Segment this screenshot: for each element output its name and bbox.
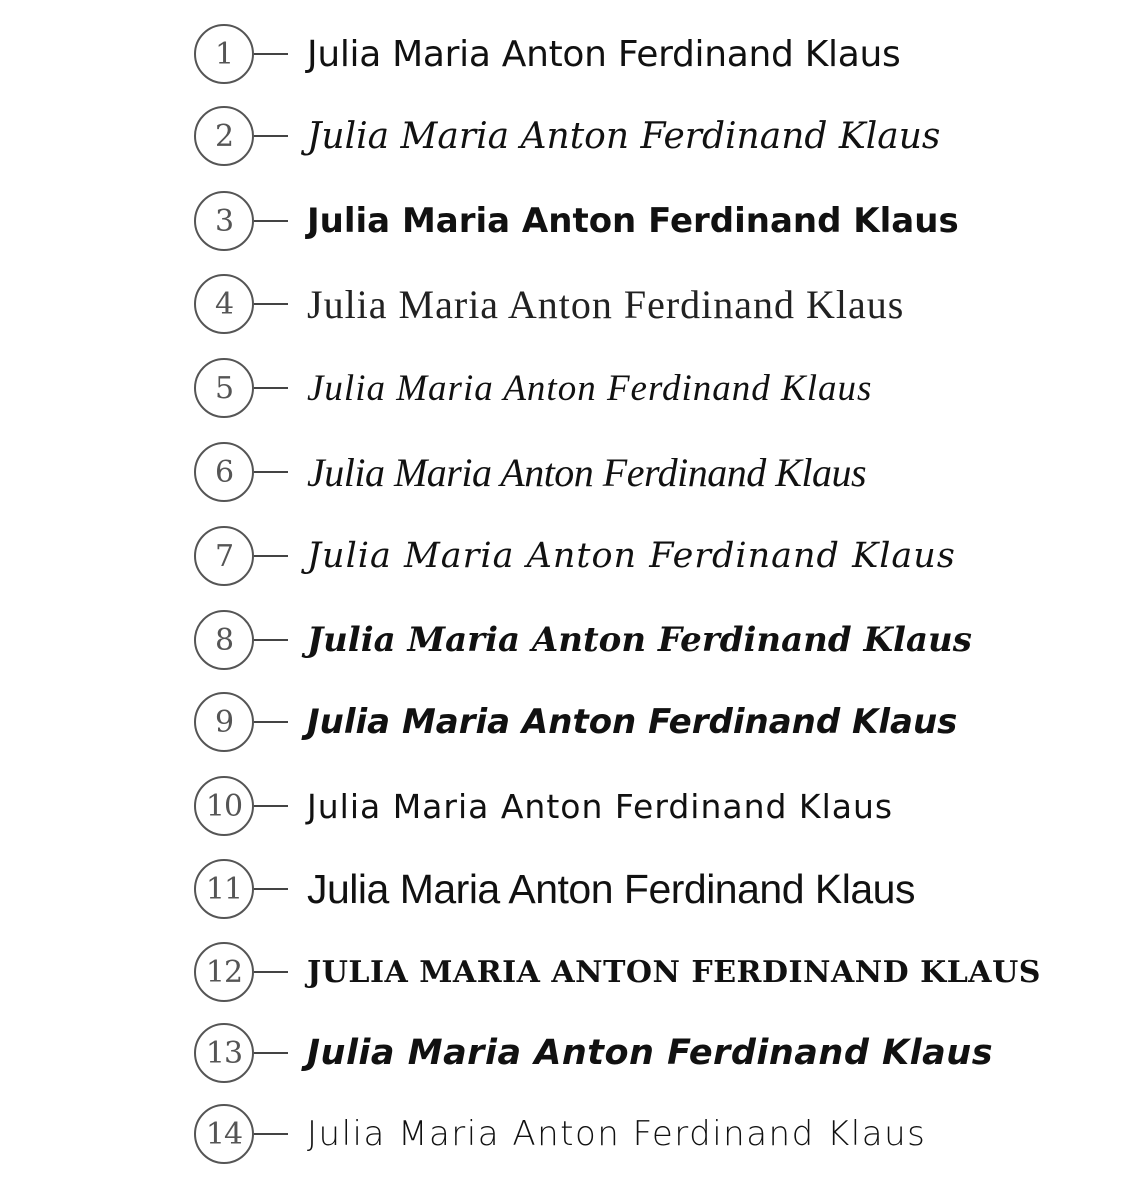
font-sample-row <box>190 774 960 844</box>
connector-line <box>254 53 288 55</box>
connector-line <box>254 1133 288 1135</box>
sample-number-badge: 2 <box>194 106 254 166</box>
sample-text: Julia Maria Anton Ferdinand Klaus <box>307 536 956 576</box>
font-sample-row <box>190 1102 960 1172</box>
connector-line <box>254 555 288 557</box>
font-sample-row <box>190 104 960 174</box>
font-sample-row <box>190 690 960 760</box>
sample-text: Julia Maria Anton Ferdinand Klaus <box>307 786 894 826</box>
sample-text: Julia Maria Anton Ferdinand Klaus <box>307 620 972 660</box>
connector-line <box>254 639 288 641</box>
sample-text: JULIA MARIA ANTON FERDINAND KLAUS <box>307 954 1041 990</box>
sample-number-badge: 1 <box>194 24 254 84</box>
sample-number-badge: 5 <box>194 358 254 418</box>
font-sample-row <box>190 524 960 594</box>
sample-number-badge: 3 <box>194 191 254 251</box>
connector-line <box>254 888 288 890</box>
sample-number-badge: 4 <box>194 274 254 334</box>
sample-number-badge: 10 <box>194 776 254 836</box>
sample-number-badge: 11 <box>194 859 254 919</box>
font-sample-row <box>190 857 960 927</box>
connector-line <box>254 135 288 137</box>
sample-number-badge: 8 <box>194 610 254 670</box>
sample-text: Julia Maria Anton Ferdinand Klaus <box>307 201 959 241</box>
sample-number-badge: 14 <box>194 1104 254 1164</box>
sample-number-badge: 9 <box>194 692 254 752</box>
connector-line <box>254 471 288 473</box>
sample-text: Julia Maria Anton Ferdinand Klaus <box>307 367 873 409</box>
font-sample-row <box>190 272 960 342</box>
connector-line <box>254 805 288 807</box>
sample-text: Julia Maria Anton Ferdinand Klaus <box>307 33 901 75</box>
connector-line <box>254 971 288 973</box>
font-sample-row <box>190 1021 994 1091</box>
sample-number-badge: 12 <box>194 942 254 1002</box>
connector-line <box>254 1052 288 1054</box>
sample-text: Julia Maria Anton Ferdinand Klaus <box>307 449 867 495</box>
connector-line <box>254 721 288 723</box>
font-sample-row <box>190 940 1041 1010</box>
font-sample-row <box>190 189 960 259</box>
sample-number-badge: 6 <box>194 442 254 502</box>
sample-number-badge: 7 <box>194 526 254 586</box>
sample-text: Julia Maria Anton Ferdinand Klaus <box>307 1114 927 1154</box>
connector-line <box>254 303 288 305</box>
sample-text: Julia Maria Anton Ferdinand Klaus <box>307 281 905 327</box>
sample-text: Julia Maria Anton Ferdinand Klaus <box>307 115 941 157</box>
connector-line <box>254 220 288 222</box>
connector-line <box>254 387 288 389</box>
font-sample-row <box>190 608 972 678</box>
font-sample-row <box>190 440 960 510</box>
sample-text: Julia Maria Anton Ferdinand Klaus <box>307 865 915 912</box>
sample-text: Julia Maria Anton Ferdinand Klaus <box>307 1033 994 1073</box>
sample-number-badge: 13 <box>194 1023 254 1083</box>
sample-text: Julia Maria Anton Ferdinand Klaus <box>307 702 958 742</box>
font-sample-row <box>190 356 960 426</box>
font-sample-row <box>190 22 960 92</box>
